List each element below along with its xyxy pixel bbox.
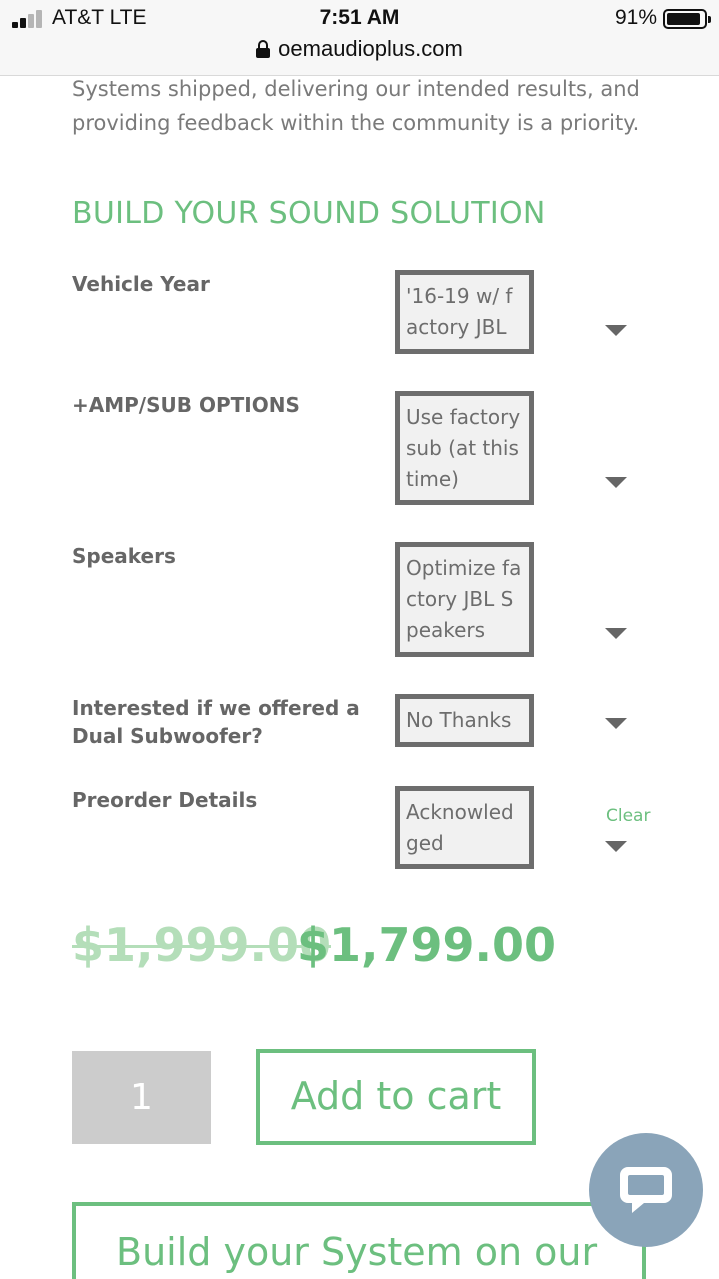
speakers-label: Speakers (72, 544, 176, 568)
dual-subwoofer-select[interactable]: No Thanks (395, 694, 534, 747)
dual-subwoofer-label: Interested if we offered a Dual Subwoofer? (72, 696, 360, 748)
status-time: 7:51 AM (319, 6, 400, 29)
clear-link[interactable]: Clear (606, 806, 651, 826)
battery-icon (663, 9, 707, 29)
intro-text: Systems shipped, delivering our intended results, and providing feedback within the community is a priority. (72, 77, 640, 135)
section-title: BUILD YOUR SOUND SOLUTION (72, 196, 546, 231)
caret-down-icon[interactable] (605, 841, 627, 852)
amp-sub-options-select[interactable]: Use factory sub (at this time) (395, 391, 534, 505)
build-system-button[interactable]: Build your System on our (72, 1202, 646, 1279)
amp-sub-options-label: +AMP/SUB OPTIONS (72, 393, 300, 417)
caret-down-icon[interactable] (605, 325, 627, 336)
battery-percent: 91% (614, 6, 657, 29)
vehicle-year-select[interactable]: '16-19 w/ factory JBL (395, 270, 534, 354)
chat-button[interactable] (589, 1133, 703, 1247)
url-text: oemaudioplus.com (278, 36, 463, 61)
sale-price: $1,799.00 (297, 918, 556, 972)
speakers-select[interactable]: Optimize factory JBL Speakers (395, 542, 534, 657)
address-bar[interactable] (0, 36, 719, 62)
status-bar (0, 0, 719, 76)
quantity-input[interactable]: 1 (72, 1051, 211, 1144)
preorder-details-select[interactable]: Acknowledged (395, 786, 534, 869)
vehicle-year-label: Vehicle Year (72, 272, 210, 296)
chat-icon (618, 1163, 674, 1219)
caret-down-icon[interactable] (605, 477, 627, 488)
caret-down-icon[interactable] (605, 718, 627, 729)
add-to-cart-button[interactable]: Add to cart (256, 1049, 536, 1145)
preorder-details-label: Preorder Details (72, 788, 258, 812)
battery-fill (667, 13, 700, 25)
original-price: $1,999.00 (72, 918, 331, 972)
carrier-label: AT&T LTE (52, 6, 147, 29)
caret-down-icon[interactable] (605, 628, 627, 639)
lock-icon (256, 40, 270, 58)
